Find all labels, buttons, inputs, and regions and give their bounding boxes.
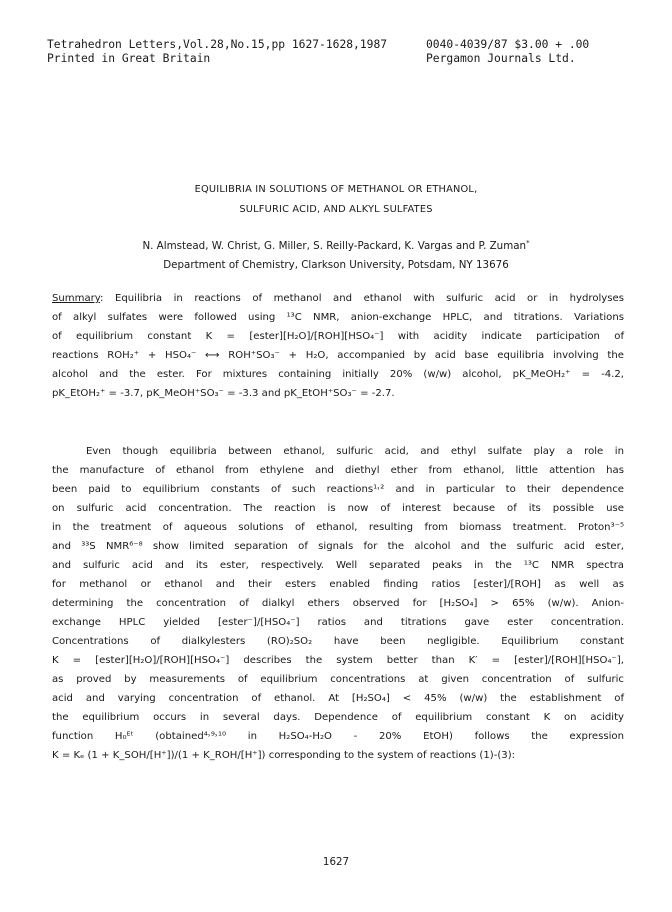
summary-line: of equilibrium constant K = [ester][H₂O]/[ROH][HSO₄⁻] with acidity indicate participation of — [52, 331, 624, 342]
body-line: K = [ester][H₂O]/[ROH][HSO₄⁻] describes the system better than K′ = [ester]/[ROH][HSO₄⁻], — [52, 655, 624, 666]
body-line: and sulfuric acid and its ester, respectively. Well separated peaks in the ¹³C NMR spectra — [52, 560, 624, 571]
journal-citation: Tetrahedron Letters,Vol.28,No.15,pp 1627-1628,1987 Printed in Great Britain — [47, 38, 388, 65]
body-line: Even though equilibria between ethanol, sulfuric acid, and ethyl sulfate play a role in — [86, 446, 624, 457]
body-line: function H₀ᴱᵗ (obtained⁴˒⁹˒¹⁰ in H₂SO₄-H₂O - 20% EtOH) follows the expression — [52, 731, 624, 742]
body-line: in the treatment of aqueous solutions of ethanol, resulting from biomass treatment. Proton³⁻⁵ — [52, 522, 624, 533]
body-line: Concentrations of dialkylesters (RO)₂SO₂ have been negligible. Equilibrium constant — [52, 636, 624, 647]
summary-label: Summary — [52, 293, 101, 304]
body-line: the manufacture of ethanol from ethylene and diethyl ether from ethanol, little attention has — [52, 465, 624, 476]
copyright-code: 0040-4039/87 $3.00 + .00 Pergamon Journals Ltd. — [426, 38, 590, 65]
affiliation: Department of Chemistry, Clarkson University, Potsdam, NY 13676 — [163, 259, 509, 271]
paper-title-line-1: EQUILIBRIA IN SOLUTIONS OF METHANOL OR ETHANOL, — [194, 184, 478, 195]
body-line: been paid to equilibrium constants of such reactions¹˒² and in particular to their dependence — [52, 484, 624, 495]
body-line: exchange HPLC yielded [ester⁻]/[HSO₄⁻] ratios and titrations gave ester concentration. — [52, 617, 624, 628]
summary-line: alcohol and the ester. For mixtures containing initially 20% (w/w) alcohol, pK_MeOH₂⁺ = -4.2, — [52, 369, 624, 380]
body-line: for methanol or ethanol and their esters enabled finding ratios [ester]/[ROH] as well as — [52, 579, 624, 590]
body-line: K = Kₑ (1 + K_SOH/[H⁺])/(1 + K_ROH/[H⁺]) corresponding to the system of reactions (1)-(3): — [52, 750, 516, 761]
body-line: on sulfuric acid concentration. The reaction is now of interest because of its possible use — [52, 503, 624, 514]
body-line: and ³³S NMR⁶⁻⁸ show limited separation of signals for the alcohol and the sulfuric acid ester, — [52, 541, 624, 552]
summary-line: reactions ROH₂⁺ + HSO₄⁻ ⟷ ROH⁺SO₃⁻ + H₂O, accompanied by acid base equilibria involving the — [52, 350, 624, 361]
page-number: 1627 — [322, 856, 350, 868]
summary-line: pK_EtOH₂⁺ = -3.7, pK_MeOH⁺SO₃⁻ = -3.3 and pK_EtOH⁺SO₃⁻ = -2.7. — [52, 388, 395, 399]
summary-line: of alkyl sulfates were followed using ¹³C NMR, anion-exchange HPLC, and titrations. Variations — [52, 312, 624, 323]
author-list: N. Almstead, W. Christ, G. Miller, S. Reilly-Packard, K. Vargas and P. Zuman* — [142, 239, 530, 252]
body-line: acid and varying concentration of ethanol. At [H₂SO₄] < 45% (w/w) the establishment of — [52, 693, 624, 704]
body-line: determining the concentration of dialkyl ethers observed for [H₂SO₄] > 65% (w/w). Anion- — [52, 598, 624, 609]
summary-line: Summary: Equilibria in reactions of methanol and ethanol with sulfuric acid or in hydrolyses — [52, 293, 624, 304]
paper-title-line-2: SULFURIC ACID, AND ALKYL SULFATES — [239, 204, 433, 215]
body-line: as proved by measurements of equilibrium concentrations at given concentration of sulfuric — [52, 674, 624, 685]
body-line: the equilibrium occurs in several days. Dependence of equilibrium constant K on acidity — [52, 712, 624, 723]
